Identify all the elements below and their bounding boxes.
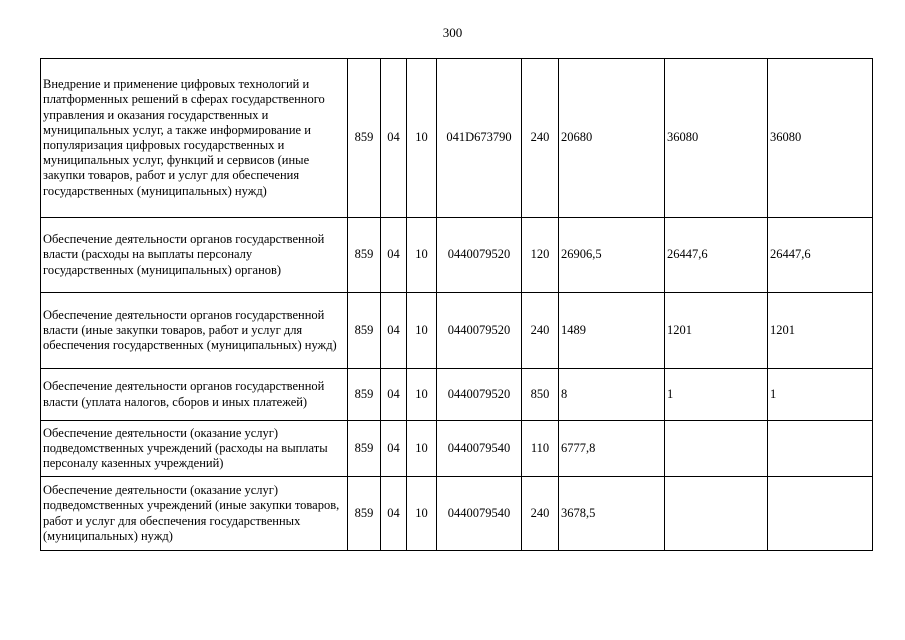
subsection-cell: 10 xyxy=(407,369,437,421)
table-row xyxy=(41,421,873,477)
grbs-cell: 859 xyxy=(348,369,381,421)
amount-year-1-cell: 3678,5 xyxy=(559,477,665,551)
amount-year-3-cell: 26447,6 xyxy=(768,218,873,293)
expense-type-cell: 120 xyxy=(522,218,559,293)
table-row xyxy=(41,369,873,421)
section-cell: 04 xyxy=(381,421,407,477)
amount-year-3-cell xyxy=(768,477,873,551)
table-row xyxy=(41,59,873,218)
table-row xyxy=(41,293,873,369)
target-item-cell: 0440079540 xyxy=(437,477,522,551)
expense-type-cell: 240 xyxy=(522,293,559,369)
expense-type-cell: 240 xyxy=(522,59,559,218)
amount-year-3-cell xyxy=(768,421,873,477)
amount-year-3-cell: 1 xyxy=(768,369,873,421)
amount-year-3-cell: 1201 xyxy=(768,293,873,369)
subsection-cell: 10 xyxy=(407,293,437,369)
amount-year-2-cell: 26447,6 xyxy=(665,218,768,293)
amount-year-3-cell: 36080 xyxy=(768,59,873,218)
section-cell: 04 xyxy=(381,293,407,369)
subsection-cell: 10 xyxy=(407,477,437,551)
target-item-cell: 0440079520 xyxy=(437,218,522,293)
grbs-cell: 859 xyxy=(348,477,381,551)
target-item-cell: 0440079540 xyxy=(437,421,522,477)
amount-year-1-cell: 6777,8 xyxy=(559,421,665,477)
grbs-cell: 859 xyxy=(348,421,381,477)
expense-name-cell: Внедрение и применение цифровых технологий и платформенных решений в сферах государственного управления и оказания государственных и муниципальных услуг, а также информирование и популяризация цифровых государственных и муниципальных услуг, функций и сервисов (иные закупки товаров, работ и услуг для обеспечения государственных (муниципальных) нужд) xyxy=(41,59,348,218)
grbs-cell: 859 xyxy=(348,59,381,218)
target-item-cell: 0440079520 xyxy=(437,369,522,421)
subsection-cell: 10 xyxy=(407,421,437,477)
expense-name-cell: Обеспечение деятельности органов государственной власти (иные закупки товаров, работ и услуг для обеспечения государственных (муниципальных) нужд) xyxy=(41,293,348,369)
expense-type-cell: 240 xyxy=(522,477,559,551)
expense-name-cell: Обеспечение деятельности (оказание услуг) подведомственных учреждений (расходы на выплаты персоналу казенных учреждений) xyxy=(41,421,348,477)
amount-year-2-cell xyxy=(665,421,768,477)
expense-name-cell: Обеспечение деятельности (оказание услуг) подведомственных учреждений (иные закупки товаров, работ и услуг для обеспечения государственных (муниципальных) нужд) xyxy=(41,477,348,551)
budget-table xyxy=(40,58,873,551)
section-cell: 04 xyxy=(381,59,407,218)
target-item-cell: 041D673790 xyxy=(437,59,522,218)
table-row xyxy=(41,477,873,551)
amount-year-1-cell: 1489 xyxy=(559,293,665,369)
section-cell: 04 xyxy=(381,477,407,551)
grbs-cell: 859 xyxy=(348,218,381,293)
target-item-cell: 0440079520 xyxy=(437,293,522,369)
amount-year-2-cell: 36080 xyxy=(665,59,768,218)
expense-name-cell: Обеспечение деятельности органов государственной власти (расходы на выплаты персоналу государственных (муниципальных) органов) xyxy=(41,218,348,293)
section-cell: 04 xyxy=(381,369,407,421)
amount-year-2-cell xyxy=(665,477,768,551)
amount-year-1-cell: 20680 xyxy=(559,59,665,218)
amount-year-1-cell: 8 xyxy=(559,369,665,421)
amount-year-1-cell: 26906,5 xyxy=(559,218,665,293)
subsection-cell: 10 xyxy=(407,218,437,293)
expense-type-cell: 850 xyxy=(522,369,559,421)
table-row xyxy=(41,218,873,293)
amount-year-2-cell: 1201 xyxy=(665,293,768,369)
expense-type-cell: 110 xyxy=(522,421,559,477)
page-number: 300 xyxy=(442,25,463,40)
subsection-cell: 10 xyxy=(407,59,437,218)
section-cell: 04 xyxy=(381,218,407,293)
amount-year-2-cell: 1 xyxy=(665,369,768,421)
expense-name-cell: Обеспечение деятельности органов государственной власти (уплата налогов, сборов и иных платежей) xyxy=(41,369,348,421)
grbs-cell: 859 xyxy=(348,293,381,369)
